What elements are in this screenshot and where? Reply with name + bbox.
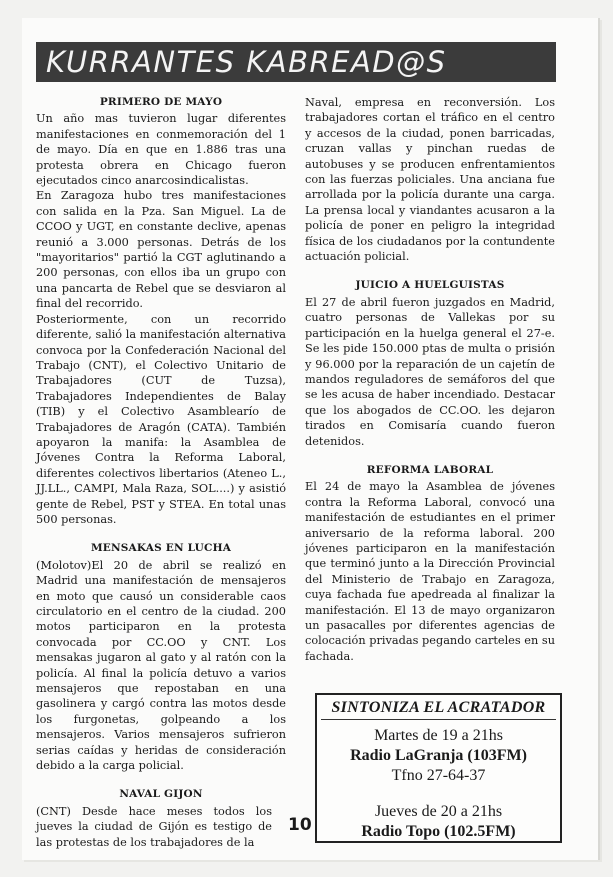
station-lagranja: Radio LaGranja (103FM) [350,747,527,764]
radio-box-title: SINTONIZA EL ACRATADOR [321,699,556,720]
heading-juicio-huelguistas: JUICIO A HUELGUISTAS [355,279,505,292]
schedule-thursday: Jueves de 20 a 21hs [374,803,503,820]
paragraph-naval-cont: Naval, empresa en reconversión. Los trabajadores cortan el tráfico en el centro y accesos de la ciudad, ponen barricadas, cruzan vallas y pinchan ruedas de autobuses y se producen enfrentamientos con las fuerzas policiales. Una anciana fue arrollada por la policía durante una carga. La prensa local y viandantes acusaron a la policía de poner en peligro la integridad física de los ciudadanos por la contundente actuación policial. [305,96,555,264]
left-column [36,95,286,850]
radio-schedule-box [315,693,562,843]
paragraph-primero-1: Un año mas tuvieron lugar diferentes manifestaciones en conmemoración del 1 de mayo. Día en que en 1.886 tras una protesta obrera en Chicago fueron ejecutados cinco anarcosindicalistas. [36,112,286,188]
section-banner: KURRANTES KABREAD@S [36,42,556,82]
phone-number: Tfno 27-64-37 [391,767,486,784]
station-topo: Radio Topo (102.5FM) [361,823,516,840]
paragraph-reforma: El 24 de mayo la Asamblea de jóvenes contra la Reforma Laboral, convocó una manifestación de estudiantes en el primer aniversario de la reforma laboral. 200 jóvenes participaron en la manifestación que terminó junto a la Dirección Provincial del Ministerio de Trabajo en Zaragoza, cuya fachada fue apedreada al finalizar la manifestación. El 13 de mayo organizaron un pasacalles por diferentes agencias de colocación privadas pegando carteles en su fachada. [305,480,555,663]
paragraph-primero-2: En Zaragoza hubo tres manifestaciones con salida en la Pza. San Miguel. La de CCOO y UGT, en constante declive, apenas reunió a 3.000 personas. Detrás de los "mayoritarios" partió la CGT aglutinando a 200 personas, con ellos iba un grupo con una pancarta de Rebel que se desviaron al final del recorrido. [36,189,286,311]
heading-reforma-laboral: REFORMA LABORAL [366,463,494,476]
heading-mensakas: MENSAKAS EN LUCHA [90,542,232,555]
paragraph-naval-start: (CNT) Desde hace meses todos los jueves la ciudad de Gijón es testigo de las protestas de los trabajadores de la [36,804,272,849]
paragraph-mensakas: (Molotov)El 20 de abril se realizó en Madrid una manifestación de mensajeros en moto que causó un considerable caos circulatorio en el centro de la ciudad. 200 motos participaron en la protesta convocada por CC.OO y CNT. Los mensakas jugaron al gato y al ratón con la policía. Al final la policía detuvo a varios mensajeros que repostaban en una gasolinera y cargó contra las motos desde los furgonetas, golpeando a los mensajeros. Varios mensajeros sufrieron serias caídas y heridas de consideración debido a la carga policial. [36,558,286,773]
page-number: 10 [288,815,312,835]
schedule-tuesday: Martes de 19 a 21hs [374,727,503,744]
paragraph-juicio: El 27 de abril fueron juzgados en Madrid, cuatro personas de Vallekas por su participación en la huelga general el 27-e. Se les pide 150.000 ptas de multa o prisión y 96.000 por la reparación de un cajetín de mandos reguladores de semáforos del que se les acusa de haber incendiado. Destacar que los abogados de CC.OO. les dejaron tirados en Comisaría cuando fueron detenidos. [305,295,555,448]
right-column [305,95,555,664]
heading-primero-de-mayo: PRIMERO DE MAYO [99,96,223,108]
heading-naval-gijon: NAVAL GIJON [119,788,203,801]
paragraph-primero-3: Posteriormente, con un recorrido diferente, salió la manifestación alternativa convoca por la Confederación Nacional del Trabajo (CNT), el Colectivo Unitario de Trabajadores (CUT de Tuzsa), Trabajadores Independientes de Balay (TIB) y el Colectivo Asamblearío de Trabajadores de Aragón (CATA). También apoyaron la manifa: la Asamblea de Jóvenes Contra la Reforma Laboral, diferentes colectivos libertarios (Ateneo L., JJ.LL., CAMPI, Mala Raza, SOL....) y asistió gente de Rebel, PST y STEA. En total unas 500 personas. [36,312,286,526]
